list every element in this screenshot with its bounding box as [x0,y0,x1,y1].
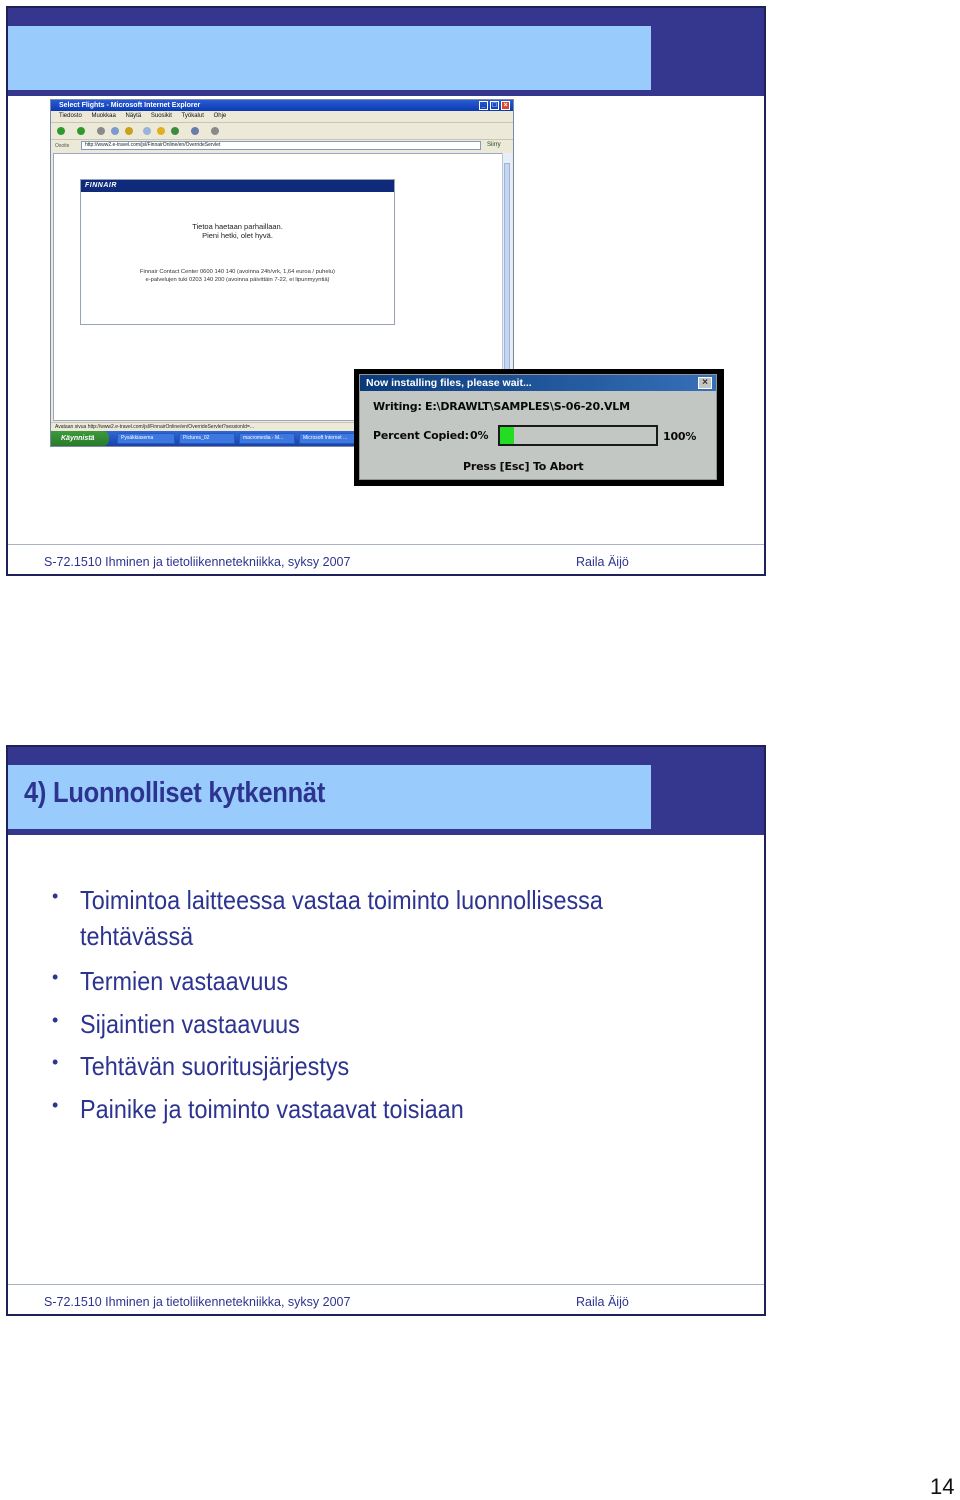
bullet-icon: • [52,1052,59,1072]
bullet-text: Termien vastaavuus [80,966,289,996]
bullet-text: Sijaintien vastaavuus [80,1009,300,1039]
end-percent: 100% [663,430,697,443]
close-icon[interactable]: × [698,377,712,389]
search-icon[interactable] [143,127,151,135]
finnair-loading-panel [80,179,395,325]
writing-label: Writing: [373,400,422,413]
install-dialog-title: Now installing files, please wait... [366,377,532,389]
slide-title: 4) Luonnolliset kytkennät [24,777,326,809]
bullet-text: Tehtävän suoritusjärjestys [80,1051,350,1081]
bullet-icon: • [52,1010,59,1030]
slide-1 [6,6,766,576]
address-bar [51,139,513,152]
scrollbar-thumb[interactable] [504,163,510,403]
start-button[interactable]: Käynnistä [51,431,109,446]
abort-hint: Press [Esc] To Abort [463,460,584,473]
address-label: Osoite [55,143,70,149]
slide-2 [6,745,766,1316]
start-percent: 0% [470,429,489,442]
footer-author: Raila Äijö [576,1295,629,1309]
browser-statusbar: Avataan sivua http://www2.e-travel.com/jsl/FinnairOnline/en/OverrideServlet?sessionId=... [51,422,513,431]
header-band-inner [8,26,651,90]
menu-item[interactable]: Tiedosto [59,113,82,119]
address-input[interactable]: http://www2.e-travel.com/jsl/FinnairOnline/en/OverrideServlet [81,141,481,150]
progress-fill [500,427,514,444]
bullet-icon: • [52,1095,59,1115]
percent-label: Percent Copied: [373,429,469,442]
browser-toolbar [51,122,513,140]
home-icon[interactable] [125,127,133,135]
taskbar-item[interactable]: Microsoft Internet ... [299,433,355,444]
progress-bar [498,425,658,446]
close-icon[interactable]: × [501,101,510,110]
page-number: 14 [930,1474,955,1499]
install-dialog [354,369,724,486]
menu-item[interactable]: Ohje [213,113,227,119]
loading-submessage: Pieni hetki, olet hyvä. [202,231,273,240]
menu-item[interactable]: Muokkaa [91,113,116,119]
support-info: e-palvelujen tuki 0203 140 200 (avoinna päivittäin 7-22, ei lipunmyyntiä) [145,277,330,283]
history-icon[interactable] [171,127,179,135]
taskbar-item[interactable]: Pysäkkiasema [117,433,175,444]
finnair-header [81,180,394,192]
maximize-icon[interactable]: □ [490,101,499,110]
taskbar-item[interactable]: Pictures_02 [179,433,235,444]
stop-icon[interactable] [97,127,105,135]
mail-icon[interactable] [191,127,199,135]
contact-info: Finnair Contact Center 0600 140 140 (avoinna 24h/vrk, 1,64 euroa / puhelu) [140,269,335,275]
slide-footer [8,545,764,575]
bullet-icon: • [52,886,59,906]
go-button[interactable]: Siirry [487,142,501,148]
back-icon[interactable] [57,127,65,135]
menu-item[interactable]: Työkalut [181,113,204,119]
loading-message: Tietoa haetaan parhaillaan. [192,222,283,231]
writing-path: E:\DRAWLT\SAMPLES\S-06-20.VLM [425,400,630,413]
taskbar-item[interactable]: macromedia - M... [239,433,295,444]
bullet-text: Painike ja toiminto vastaavat toisiaan [80,1094,464,1124]
browser-menubar [51,111,513,122]
slide-footer [8,1285,764,1315]
header-band-inner [8,765,651,829]
header-band [8,8,764,96]
minimize-icon[interactable]: _ [479,101,488,110]
bullet-text: Toimintoa laitteessa vastaa toiminto luonnollisessa tehtävässä [80,885,603,951]
menu-item[interactable]: Suosikit [150,113,172,119]
footer-course: S-72.1510 Ihminen ja tietoliikennetekniikka, syksy 2007 [44,555,351,569]
forward-icon[interactable] [77,127,85,135]
footer-course: S-72.1510 Ihminen ja tietoliikennetekniikka, syksy 2007 [44,1295,351,1309]
finnair-logo: FINNAIR [85,182,117,189]
favorites-icon[interactable] [157,127,165,135]
print-icon[interactable] [211,127,219,135]
header-band [8,747,764,835]
install-dialog-titlebar [360,375,716,391]
refresh-icon[interactable] [111,127,119,135]
browser-window-title: Select Flights - Microsoft Internet Explorer [59,102,201,109]
footer-author: Raila Äijö [576,555,629,569]
install-dialog-body [359,374,717,480]
browser-titlebar [51,100,513,111]
menu-item[interactable]: Näytä [125,113,142,119]
bullet-icon: • [52,967,59,987]
